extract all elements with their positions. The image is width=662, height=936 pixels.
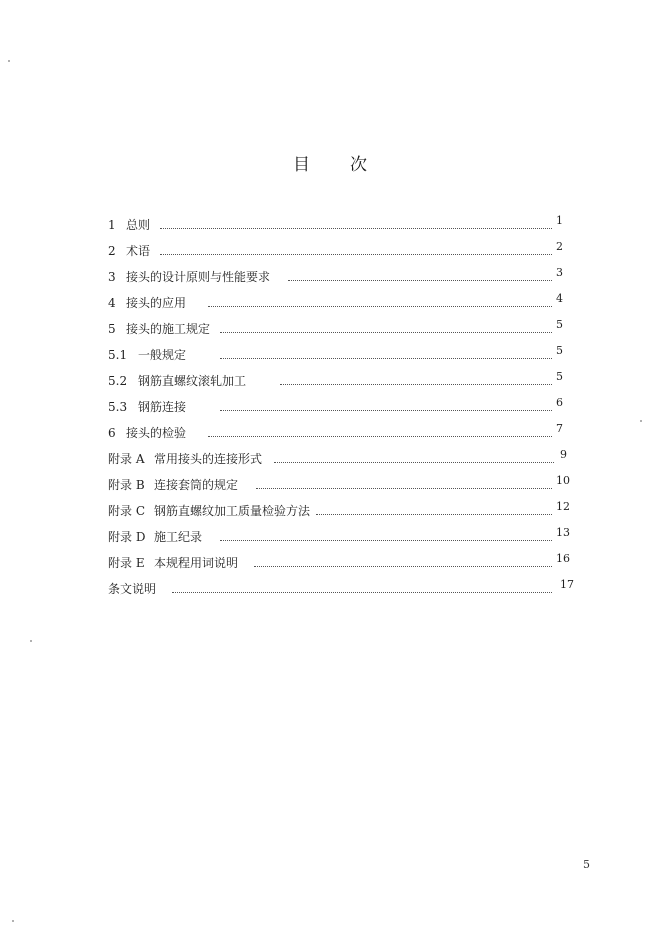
toc-entry-number: 6 bbox=[108, 426, 116, 440]
toc-entry-label: 本规程用词说明 bbox=[154, 556, 239, 570]
toc-entry-page: 1 bbox=[556, 214, 563, 227]
toc-leader bbox=[256, 488, 552, 489]
toc-leader bbox=[254, 566, 552, 567]
toc-entry-appendix-c[interactable] bbox=[108, 501, 574, 521]
toc-entry-label: 接头的设计原则与性能要求 bbox=[126, 270, 271, 284]
toc-entry-page: 5 bbox=[556, 370, 563, 383]
toc-entry-page: 13 bbox=[556, 526, 570, 539]
toc-entry-label: 一般规定 bbox=[138, 348, 187, 362]
toc-leader bbox=[172, 592, 552, 593]
toc-entry-page: 9 bbox=[560, 448, 567, 461]
toc-leader bbox=[316, 514, 552, 515]
toc-entry-label: 接头的检验 bbox=[126, 426, 187, 440]
toc-leader bbox=[274, 462, 554, 463]
page-title bbox=[0, 150, 662, 175]
scan-speck bbox=[12, 920, 14, 922]
toc-entry-4[interactable] bbox=[108, 293, 574, 313]
toc-entry-appendix-b[interactable] bbox=[108, 475, 574, 495]
toc-entry-label: 钢筋连接 bbox=[138, 400, 187, 414]
toc-entry-number: 附录 D bbox=[108, 530, 146, 544]
toc-entry-label: 钢筋直螺纹加工质量检验方法 bbox=[154, 504, 311, 518]
scan-speck bbox=[640, 420, 642, 422]
toc-leader bbox=[220, 540, 552, 541]
toc-entry-page: 17 bbox=[560, 578, 574, 591]
toc-entry-number: 5 bbox=[108, 322, 116, 336]
toc-entry-label: 条文说明 bbox=[108, 582, 157, 596]
toc-leader bbox=[220, 410, 552, 411]
toc-entry-2[interactable] bbox=[108, 241, 574, 261]
toc-entry-appendix-a[interactable] bbox=[108, 449, 574, 469]
toc-leader bbox=[160, 228, 552, 229]
toc-entry-page: 7 bbox=[556, 422, 563, 435]
toc-entry-5-3[interactable] bbox=[108, 397, 574, 417]
toc-entry-explanation[interactable] bbox=[108, 579, 574, 599]
toc-leader bbox=[220, 332, 552, 333]
toc-leader bbox=[280, 384, 552, 385]
toc-entry-label: 施工纪录 bbox=[154, 530, 203, 544]
toc-entry-page: 5 bbox=[556, 318, 563, 331]
title-char-2: 次 bbox=[350, 155, 369, 175]
toc-leader bbox=[208, 436, 552, 437]
toc-leader bbox=[288, 280, 552, 281]
toc-entry-5[interactable] bbox=[108, 319, 574, 339]
toc-entry-appendix-d[interactable] bbox=[108, 527, 574, 547]
toc-entry-number: 5.2 bbox=[108, 374, 128, 388]
toc-entry-label: 接头的应用 bbox=[126, 296, 187, 310]
toc-entry-label: 连接套筒的规定 bbox=[154, 478, 239, 492]
toc-entry-number: 附录 E bbox=[108, 556, 145, 570]
toc-entry-page: 10 bbox=[556, 474, 570, 487]
toc-entry-page: 3 bbox=[556, 266, 563, 279]
toc-entry-number: 附录 B bbox=[108, 478, 145, 492]
toc-entry-label: 接头的施工规定 bbox=[126, 322, 211, 336]
toc-leader bbox=[220, 358, 552, 359]
title-char-1: 目 bbox=[293, 155, 312, 175]
toc-entry-number: 5.1 bbox=[108, 348, 128, 362]
toc-entry-1[interactable] bbox=[108, 215, 574, 235]
toc-entry-6[interactable] bbox=[108, 423, 574, 443]
toc-entry-page: 2 bbox=[556, 240, 563, 253]
toc-entry-label: 钢筋直螺纹滚轧加工 bbox=[138, 374, 247, 388]
toc-entry-page: 16 bbox=[556, 552, 570, 565]
toc-entry-page: 5 bbox=[556, 344, 563, 357]
toc-entry-5-1[interactable] bbox=[108, 345, 574, 365]
toc-entry-page: 12 bbox=[556, 500, 570, 513]
toc-entry-3[interactable] bbox=[108, 267, 574, 287]
toc-entry-number: 4 bbox=[108, 296, 116, 310]
toc-leader bbox=[160, 254, 552, 255]
toc-entry-number: 2 bbox=[108, 244, 116, 258]
toc-entry-label: 总则 bbox=[126, 218, 151, 232]
toc-entry-number: 附录 A bbox=[108, 452, 145, 466]
page-number: 5 bbox=[583, 858, 590, 871]
toc-entry-appendix-e[interactable] bbox=[108, 553, 574, 573]
scan-speck bbox=[30, 640, 32, 642]
toc-entry-label: 术语 bbox=[126, 244, 151, 258]
toc-entry-number: 3 bbox=[108, 270, 116, 284]
toc-entry-5-2[interactable] bbox=[108, 371, 574, 391]
scan-speck bbox=[8, 60, 10, 62]
toc-entry-label: 常用接头的连接形式 bbox=[154, 452, 263, 466]
toc-entry-number: 5.3 bbox=[108, 400, 128, 414]
toc-entry-page: 4 bbox=[556, 292, 563, 305]
toc-entry-number: 1 bbox=[108, 218, 116, 232]
toc-leader bbox=[208, 306, 552, 307]
toc-entry-number: 附录 C bbox=[108, 504, 145, 518]
toc-entry-page: 6 bbox=[556, 396, 563, 409]
